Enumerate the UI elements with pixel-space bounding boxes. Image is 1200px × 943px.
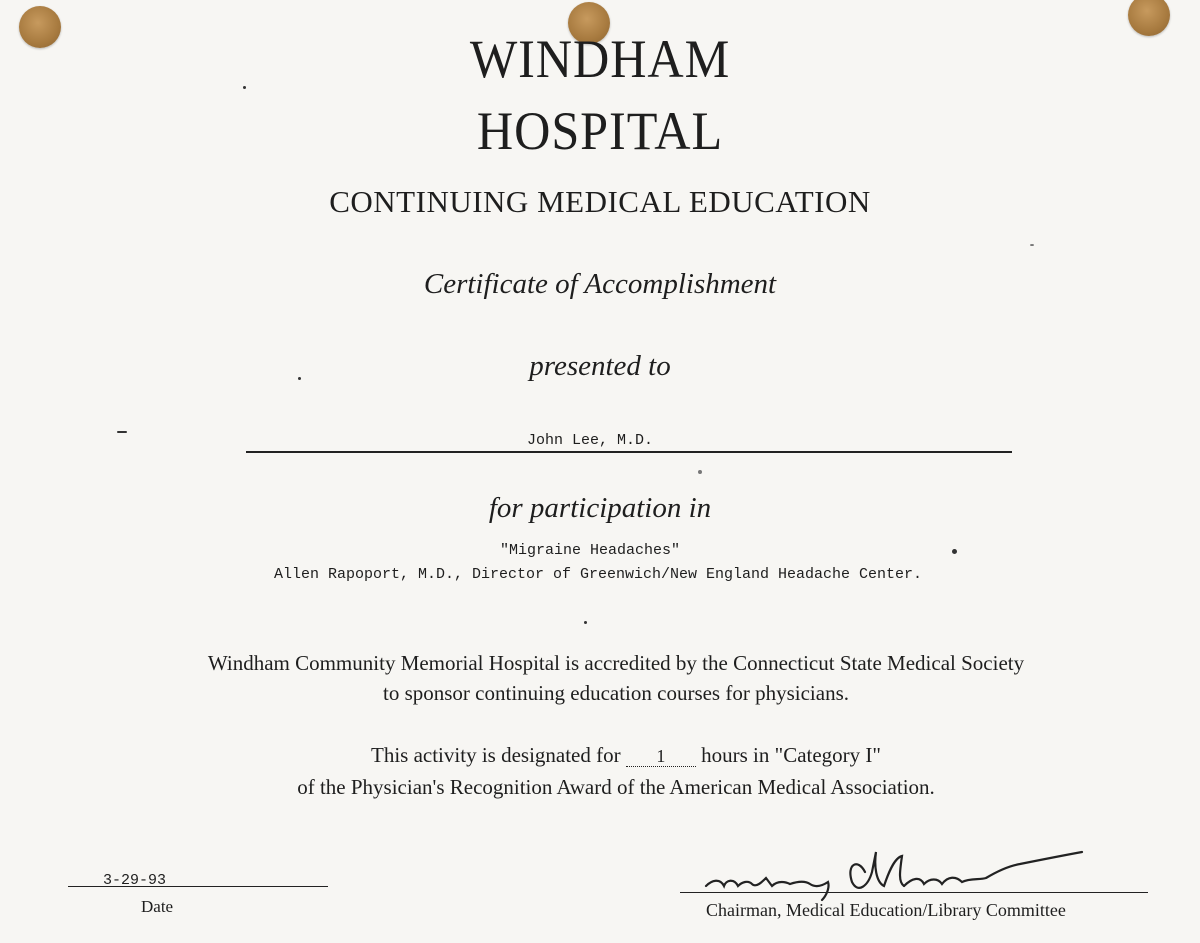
hospital-name-line2: HOSPITAL — [476, 101, 724, 161]
hours-value: 1 — [656, 746, 666, 766]
designation-line1 — [26, 740, 1200, 772]
designation-suffix: hours in "Category I" — [701, 743, 881, 767]
program-subtitle: CONTINUING MEDICAL EDUCATION — [329, 184, 871, 219]
date-value: 3-29-93 — [103, 872, 167, 889]
hospital-name-line1: WINDHAM — [469, 29, 731, 89]
signature — [690, 842, 1090, 902]
course-title: "Migraine Headaches" — [499, 542, 681, 559]
speck — [243, 86, 246, 89]
recipient-underline — [246, 451, 1012, 453]
course-speaker: Allen Rapoport, M.D., Director of Greenwich/New England Headache Center. — [273, 566, 923, 583]
speck — [1030, 244, 1034, 246]
speck — [698, 470, 702, 474]
recipient-name: John Lee, M.D. — [526, 432, 654, 449]
signature-line — [680, 892, 1148, 893]
hours-blank — [626, 745, 696, 767]
presented-to-label: presented to — [529, 350, 671, 382]
accreditation-line1: Windham Community Memorial Hospital is accredited by the Connecticut State Medical Society — [207, 651, 1025, 675]
accreditation-line2: to sponsor continuing education courses for physicians. — [383, 681, 849, 705]
punch-hole-right — [1128, 0, 1170, 36]
designation-line2: of the Physician's Recognition Award of the American Medical Association. — [297, 775, 935, 799]
participation-label: for participation in — [488, 492, 712, 524]
signature-label: Chairman, Medical Education/Library Committee — [706, 900, 1066, 920]
date-line — [68, 886, 328, 887]
date-label: Date — [141, 897, 174, 916]
speck — [584, 621, 587, 624]
designation-prefix: This activity is designated for — [371, 743, 621, 767]
certificate-heading: Certificate of Accomplishment — [423, 268, 777, 300]
